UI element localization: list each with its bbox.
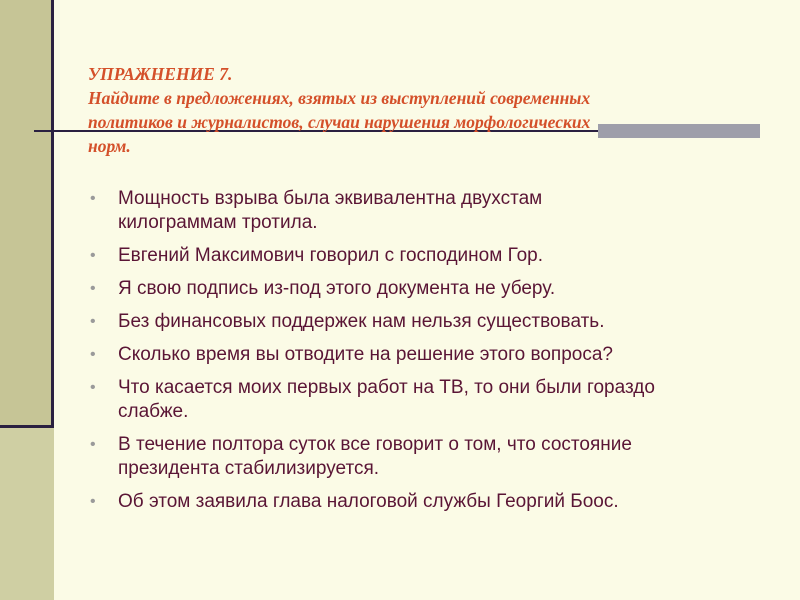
sentence-line: Я свою подпись из-под этого документа не уберу. [118,278,556,299]
bullet-icon: • [90,379,96,396]
sentence-line: Мощность взрыва была эквивалентна двухстам [118,188,543,209]
list-item [88,310,768,334]
sentence-line: Что касается моих первых работ на ТВ, то они были гораздо [118,377,655,398]
list-item [88,244,768,268]
sentence-line: В течение полтора суток все говорит о том, что состояние [118,434,632,455]
exercise-instruction-line: политиков и журналистов, случаи нарушения морфологических [88,112,591,132]
list-item [88,187,768,235]
list-item [88,433,768,481]
sentence-line: килограммам тротила. [118,212,318,233]
bullet-icon: • [90,493,96,510]
list-item [88,376,768,424]
sentence-list [88,187,768,523]
sentence-line: Евгений Максимович говорил с господином Гор. [118,245,544,266]
bullet-icon: • [90,346,96,363]
exercise-heading: УПРАЖНЕНИЕ 7. [88,64,233,84]
bullet-icon: • [90,190,96,207]
left-bar-lower-panel [0,428,54,600]
left-bar-panel [0,0,54,428]
exercise-instruction-line: норм. [88,136,131,156]
bullet-icon: • [90,247,96,264]
sentence-line: Сколько время вы отводите на решение этого вопроса? [118,344,613,365]
sentence-line: президента стабилизируется. [118,458,380,479]
sentence-line: Без финансовых поддержек нам нельзя существовать. [118,311,605,332]
bullet-icon: • [90,280,96,297]
exercise-title [88,62,768,158]
list-item [88,490,768,514]
bullet-icon: • [90,313,96,330]
exercise-instruction-line: Найдите в предложениях, взятых из выступлений современных [88,88,591,108]
list-item [88,343,768,367]
bullet-icon: • [90,436,96,453]
sentence-line: Об этом заявила глава налоговой службы Георгий Боос. [118,491,619,512]
list-item [88,277,768,301]
sentence-line: слабже. [118,401,189,422]
